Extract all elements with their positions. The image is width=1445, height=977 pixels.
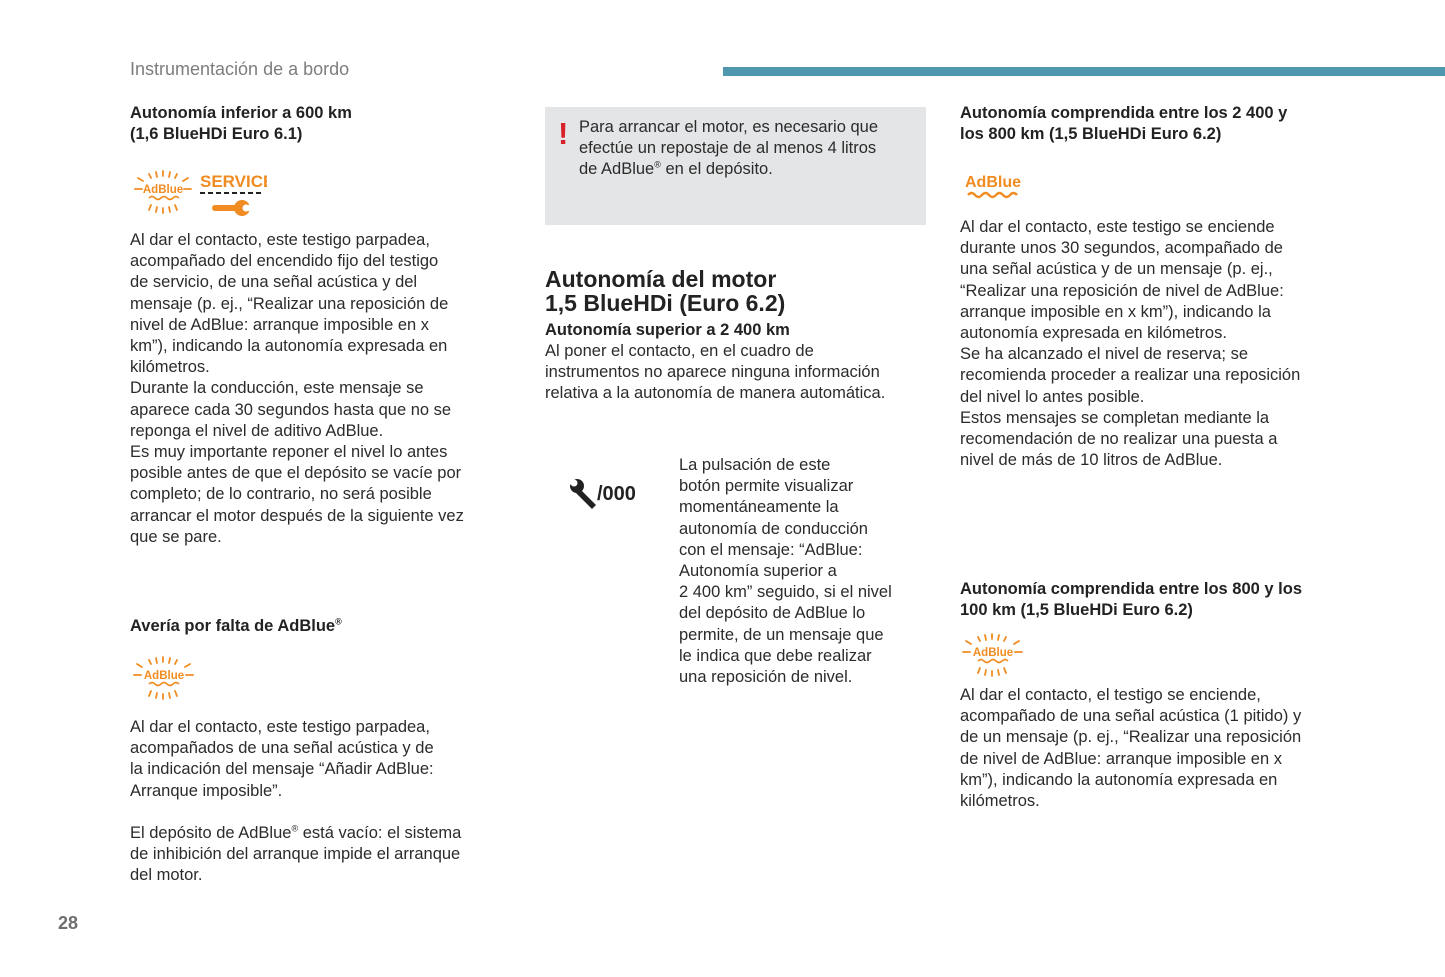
paragraph-averia-2: El depósito de AdBlue® está vacío: el sistema de inhibición del arranque impide el arranque del motor.: [130, 823, 462, 885]
paragraph-averia-1: Al dar el contacto, este testigo parpadea, acompañados de una señal acústica y de la indicación del mensaje “Añadir AdBlue: Arranque imposible”.: [130, 718, 434, 800]
adblue-blinking-icon: [132, 654, 198, 707]
adblue-blinking-icon-2: [961, 631, 1027, 684]
adblue-steady-icon: [964, 170, 1028, 207]
page-number: 28: [58, 913, 79, 933]
service-text: SERVICE: [200, 172, 267, 191]
subheading-superior-2400: Autonomía superior a 2 400 km: [545, 321, 790, 339]
button-text: /000: [597, 483, 636, 505]
adblue-text: AdBlue: [965, 174, 1021, 191]
warning-exclamation-icon: !: [558, 116, 569, 151]
heading-800-100: Autonomía comprendida entre los 800 y los 100 km (1,5 BlueHDi Euro 6.2): [960, 580, 1302, 619]
heading-2400-800: Autonomía comprendida entre los 2 400 y los 800 km (1,5 BlueHDi Euro 6.2): [960, 104, 1288, 143]
adblue-text: AdBlue: [972, 647, 1014, 659]
adblue-service-wrench-icon: [132, 166, 267, 223]
adblue-text: AdBlue: [143, 670, 185, 682]
warning-text: Para arrancar el motor, es necesario que efectúe un repostaje de al menos 4 litros de AdBlue® en el depósito.: [579, 118, 878, 179]
page-title: Autonomía del motor 1,5 BlueHDi (Euro 6.2): [545, 266, 786, 316]
wrench-reset-button-icon: [569, 478, 661, 515]
paragraph-button: La pulsación de este botón permite visualizar momentáneamente la autonomía de conducción con el mensaje: “AdBlue: Autonomía superior a 2 400 km” seguido, si el nivel del depósito de AdBlue lo permite, de un mensaje que le indica que debe realizar una reposición de nivel.: [679, 456, 892, 687]
paragraph-800-100: Al dar el contacto, el testigo se enciende, acompañado de una señal acústica (1 pitido) y de un mensaje (p. ej., “Realizar una reposición de nivel de AdBlue: arranque imposible en x km”), indicando la autonomía expresada en kilómetros.: [960, 686, 1302, 811]
paragraph-2400-800: Al dar el contacto, este testigo se enciende durante unos 30 segundos, acompañado de una señal acústica y de un mensaje (p. ej., “Realizar una reposición de nivel de AdBlue: arranque imposible en x km”), indicando la autonomía expresada en kilómetros. Se ha alcanzado el nivel de reserva; se recomienda proceder a realizar una reposición del nivel lo antes posible. Estos mensajes se completan mediante la recomendación de no realizar una puesta a nivel de más de 10 litros de AdBlue.: [960, 218, 1301, 470]
heading-autonomia-600: Autonomía inferior a 600 km (1,6 BlueHDi Euro 6.1): [130, 104, 352, 143]
paragraph-autonomia-600: Al dar el contacto, este testigo parpadea, acompañado del encendido fijo del testigo de servicio, de una señal acústica y del mensaje (p. ej., “Realizar una reposición de nivel de AdBlue: arranque imposible en x km”), indicando la autonomía expresada en kilómetros. Durante la conducción, este mensaje se aparece cada 30 segundos hasta que no se reponga el nivel de aditivo AdBlue. Es muy importante reponer el nivel lo antes posible antes de que el depósito se vacíe por completo; de lo contrario, no será posible arrancar el motor después de la siguiente vez que se pare.: [130, 231, 464, 546]
heading-averia-adblue: Avería por falta de AdBlue®: [130, 616, 342, 635]
paragraph-superior-2400: Al poner el contacto, en el cuadro de instrumentos no aparece ninguna información relativa a la autonomía de manera automática.: [545, 342, 886, 403]
adblue-text: AdBlue: [142, 184, 184, 196]
section-title: Instrumentación de a bordo: [130, 59, 350, 79]
header-accent-bar: [723, 67, 1445, 76]
